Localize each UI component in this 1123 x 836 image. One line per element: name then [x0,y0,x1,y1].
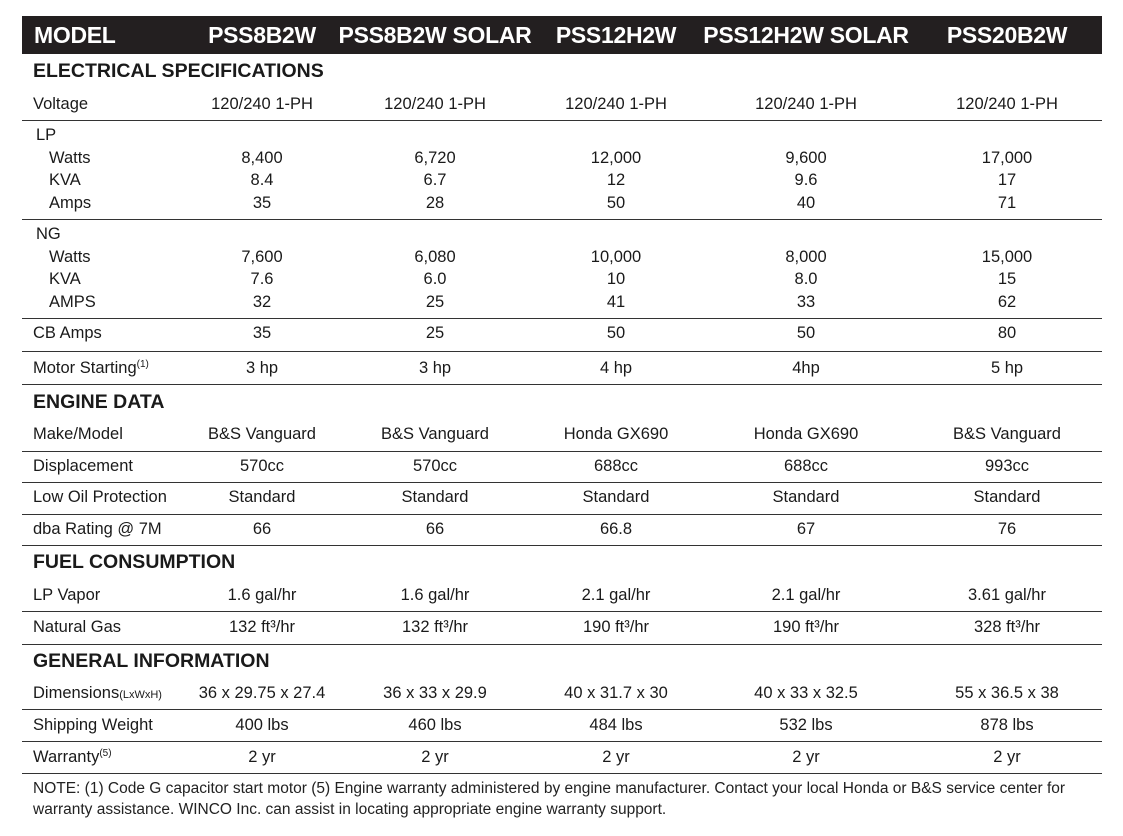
table-cell: 7,600 [241,248,283,266]
table-cell: 120/240 1-PH [384,95,486,113]
model-column-header: PSS8B2W SOLAR [338,22,532,48]
row-divider [22,219,1102,220]
table-cell: 50 [606,194,626,212]
section-title: ENGINE DATA [33,391,165,413]
row-group-label: LP [36,126,57,144]
table-cell: 2 yr [602,748,630,766]
table-cell: 9,600 [785,149,827,167]
table-cell: 484 lbs [589,716,643,734]
row-label-text: Natural Gas [33,618,122,636]
section-title: GENERAL INFORMATION [33,650,270,672]
row-label [33,324,102,343]
row-label [49,248,91,267]
table-cell: 2.1 gal/hr [581,586,651,604]
table-cell: 50 [606,324,626,342]
table-cell: 12 [606,171,626,189]
row-label [49,149,91,168]
table-cell: 40 x 33 x 32.5 [754,684,858,702]
table-cell: 9.6 [794,171,818,189]
footnote-marker: (5) [99,748,112,759]
model-column-header: PSS12H2W SOLAR [703,22,909,48]
row-label-text: CB Amps [33,324,102,342]
table-cell: B&S Vanguard [953,425,1061,443]
table-cell: 2 yr [421,748,449,766]
table-cell: 40 [796,194,816,212]
row-label [49,293,96,312]
table-cell: 132 ft³/hr [401,618,469,636]
row-divider [22,773,1102,774]
model-column-header: PSS20B2W [946,22,1068,48]
row-label-text: Motor Starting [33,359,137,377]
table-cell: 532 lbs [779,716,833,734]
table-cell: 36 x 29.75 x 27.4 [198,684,326,702]
row-label-text: KVA [49,270,81,288]
row-label [33,488,167,507]
table-cell: 2 yr [792,748,820,766]
table-cell: 66 [425,520,445,538]
section-title: FUEL CONSUMPTION [33,551,236,573]
row-label [33,618,121,637]
table-cell: Standard [228,488,296,506]
row-divider [22,120,1102,121]
row-label [33,716,153,735]
table-cell: 6.0 [423,270,447,288]
table-cell: 80 [997,324,1017,342]
row-label-text: Watts [49,149,91,167]
row-group-label: NG [36,225,61,243]
table-cell: 570cc [239,457,285,475]
table-cell: 570cc [412,457,458,475]
row-divider [22,351,1102,352]
row-label-text: Low Oil Protection [33,488,167,506]
table-cell: 328 ft³/hr [973,618,1041,636]
row-label [33,586,100,605]
row-label-text: LP Vapor [33,586,101,604]
table-cell: 3 hp [245,359,279,377]
table-cell: 4 hp [599,359,633,377]
row-label [33,748,112,767]
table-cell: 6.7 [423,171,447,189]
row-divider [22,741,1102,742]
table-cell: 10 [606,270,626,288]
row-divider [22,451,1102,452]
row-label-text: dba Rating @ 7M [33,520,162,538]
table-cell: 1.6 gal/hr [400,586,470,604]
row-label-text: Dimensions [33,684,120,702]
table-cell: 66 [252,520,272,538]
table-cell: B&S Vanguard [381,425,489,443]
table-cell: 3 hp [418,359,452,377]
table-cell: 25 [425,293,445,311]
row-label [49,171,81,190]
table-cell: 688cc [783,457,829,475]
row-label [49,270,81,289]
table-cell: 120/240 1-PH [211,95,313,113]
row-divider [22,709,1102,710]
row-label-text: AMPS [49,293,96,311]
table-cell: 120/240 1-PH [755,95,857,113]
row-divider [22,514,1102,515]
table-cell: 2 yr [993,748,1021,766]
table-cell: 62 [997,293,1017,311]
table-cell: Standard [401,488,469,506]
table-cell: Standard [973,488,1041,506]
row-label [33,95,88,114]
table-cell: 17 [997,171,1017,189]
row-label-text: Warranty [33,748,100,766]
footnote-marker: (1) [136,359,149,370]
table-cell: 76 [997,520,1017,538]
table-cell: 3.61 gal/hr [968,586,1046,604]
model-column-header: PSS12H2W [555,22,677,48]
row-divider [22,644,1102,645]
table-cell: 40 x 31.7 x 30 [564,684,668,702]
table-cell: Honda GX690 [563,425,669,443]
table-cell: 2.1 gal/hr [771,586,841,604]
table-cell: 66.8 [599,520,633,538]
table-cell: 55 x 36.5 x 38 [955,684,1059,702]
section-title: ELECTRICAL SPECIFICATIONS [33,60,324,82]
table-cell: 33 [796,293,816,311]
row-divider [22,318,1102,319]
row-label [49,194,91,213]
table-cell: 32 [252,293,272,311]
footnote: NOTE: (1) Code G capacitor start motor (5) Engine warranty administered by engine manufacturer. Contact your local Honda or B&S service center for warranty assistance. WINCO Inc. can assist in locating appropriate engine warranty support. [33,780,1066,818]
table-cell: 8.0 [794,270,818,288]
row-divider [22,611,1102,612]
table-cell: 5 hp [990,359,1024,377]
table-cell: 41 [606,293,626,311]
table-cell: 15 [997,270,1017,288]
table-cell: 120/240 1-PH [956,95,1058,113]
table-cell: 36 x 33 x 29.9 [383,684,487,702]
table-cell: 2 yr [248,748,276,766]
row-label [33,359,149,378]
table-cell: Honda GX690 [753,425,859,443]
table-cell: 17,000 [981,149,1033,167]
table-cell: 35 [252,194,272,212]
table-cell: 8,400 [241,149,283,167]
table-cell: 12,000 [590,149,642,167]
table-cell: 71 [997,194,1017,212]
model-header-label: MODEL [34,22,116,48]
row-label [33,425,123,444]
row-divider [22,545,1102,546]
table-cell: 15,000 [981,248,1033,266]
row-divider [22,384,1102,385]
table-cell: 400 lbs [235,716,289,734]
row-label [33,520,162,539]
table-cell: B&S Vanguard [208,425,316,443]
table-cell: Standard [772,488,840,506]
table-cell: 6,720 [414,149,456,167]
table-cell: 993cc [984,457,1030,475]
row-label-text: Watts [49,248,91,266]
table-cell: 35 [252,324,272,342]
unit-note: (LxWxH) [119,689,162,701]
table-cell: 190 ft³/hr [582,618,650,636]
table-cell: Standard [582,488,650,506]
table-cell: 190 ft³/hr [772,618,840,636]
table-cell: 688cc [593,457,639,475]
row-label-text: Shipping Weight [33,716,153,734]
row-label-text: Displacement [33,457,133,475]
row-label [33,684,162,703]
table-cell: 8.4 [250,171,274,189]
table-cell: 6,080 [414,248,456,266]
table-header [22,16,1102,54]
table-cell: 67 [796,520,816,538]
table-cell: 132 ft³/hr [228,618,296,636]
row-label-text: Make/Model [33,425,123,443]
table-cell: 460 lbs [408,716,462,734]
table-cell: 8,000 [785,248,827,266]
model-column-header: PSS8B2W [208,22,316,48]
table-cell: 878 lbs [980,716,1034,734]
table-cell: 25 [425,324,445,342]
table-cell: 28 [425,194,445,212]
table-cell: 4hp [792,359,820,377]
table-cell: 120/240 1-PH [565,95,667,113]
row-divider [22,482,1102,483]
row-label-text: Voltage [33,95,89,113]
table-cell: 50 [796,324,816,342]
row-label [33,457,133,476]
table-cell: 7.6 [250,270,274,288]
table-cell: 1.6 gal/hr [227,586,297,604]
row-label-text: Amps [49,194,92,212]
row-label-text: KVA [49,171,81,189]
table-cell: 10,000 [590,248,642,266]
